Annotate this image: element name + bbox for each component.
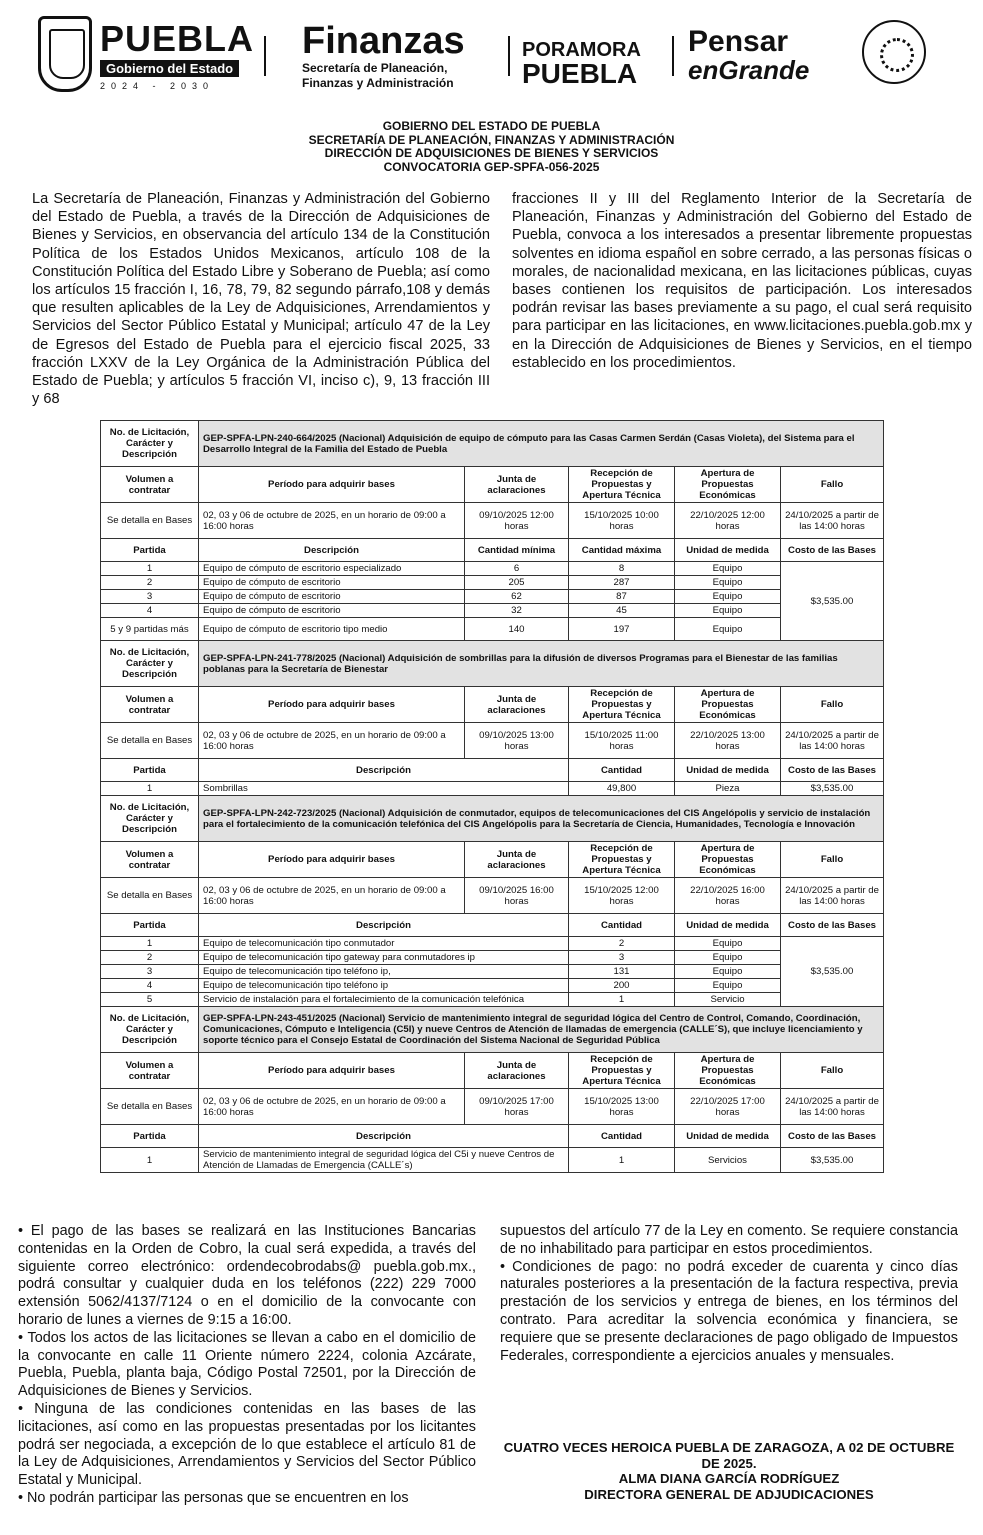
partida-description: Equipo de cómputo de escritorio: [199, 590, 465, 604]
puebla-coat-of-arms-icon: [38, 16, 92, 92]
condition-exclusions: • No podrán participar las personas que se encuentren en los: [18, 1489, 409, 1506]
recepcion-label: Recepción de Propuestas y Apertura Técnica: [569, 687, 675, 723]
fallo-label: Fallo: [781, 467, 884, 503]
document-header: [0, 120, 983, 174]
partida-quantity: 1: [569, 1148, 675, 1173]
partida-max: 287: [569, 576, 675, 590]
costo-label: Costo de las Bases: [781, 759, 884, 782]
header-line-2: SECRETARÍA DE PLANEACIÓN, FINANZAS Y ADMINISTRACIÓN: [308, 132, 675, 147]
apertura-value: 22/10/2025 16:00 horas: [675, 878, 781, 914]
conditions-left-column: [18, 1223, 476, 1508]
partida-number: 5 y 9 partidas más: [101, 618, 199, 641]
partida-description: Equipo de telecomunicación tipo gateway para conmutadores ip: [199, 951, 569, 965]
partida-description: Equipo de cómputo de escritorio: [199, 576, 465, 590]
header-line-1: GOBIERNO DEL ESTADO DE PUEBLA: [382, 119, 601, 133]
partida-description: Equipo de cómputo de escritorio: [199, 604, 465, 618]
cantidad-label: Cantidad: [569, 759, 675, 782]
costo-label: Costo de las Bases: [781, 539, 884, 562]
puebla-logo-name: PUEBLA: [100, 18, 255, 59]
header-line-3: DIRECCIÓN DE ADQUISICIONES DE BIENES Y SERVICIOS: [324, 146, 659, 160]
partida-unit: Equipo: [675, 618, 781, 641]
fallo-value: 24/10/2025 a partir de las 14:00 horas: [781, 878, 884, 914]
partida-number: 3: [101, 590, 199, 604]
partida-min: 6: [465, 562, 569, 576]
apertura-value: 22/10/2025 12:00 horas: [675, 503, 781, 539]
cantidad-minima-label: Cantidad mínima: [465, 539, 569, 562]
partida-description: Equipo de telecomunicación tipo conmutador: [199, 937, 569, 951]
partida-quantity: 131: [569, 965, 675, 979]
descripcion-label: Descripción: [199, 759, 569, 782]
partida-label: Partida: [101, 539, 199, 562]
periodo-label: Período para adquirir bases: [199, 687, 465, 723]
intro-left-column: La Secretaría de Planeación, Finanzas y Administración del Gobierno del Estado de Puebla, a través de la Dirección de Adquisiciones de Bienes y Servicios, en observancia del artículo 134 de la Constitución Política de los Estados Unidos Mexicanos, artículo 108 de la Constitución Política del Estado Libre y Soberano de Puebla; así como los artículos 15 fracción I, 16, 78, 79, 82 segundo párrafo,108 y demás que resulten aplicables de la Ley de Adquisiciones, Arrendamientos y Servicios del Sector Público Estatal y Municipal; artículo 47 de la Ley de Egresos del Estado de Puebla para el ejercicio fiscal 2025, 33 fracción LXXV de la Ley Orgánica de la Administración Pública del Estado de Puebla; y artículos 5 fracción VI, inciso c), 9, 13 fracción III y 68: [32, 191, 490, 408]
convocatoria-number: CONVOCATORIA GEP-SPFA-056-2025: [383, 159, 600, 174]
costo-value: $3,535.00: [781, 937, 884, 1007]
apertura-label: Apertura de Propuestas Económicas: [675, 842, 781, 878]
costo-value: $3,535.00: [781, 562, 884, 641]
junta-label: Junta de aclaraciones: [465, 687, 569, 723]
partida-number: 1: [101, 937, 199, 951]
periodo-value: 02, 03 y 06 de octubre de 2025, en un horario de 09:00 a 16:00 horas: [199, 723, 465, 759]
finanzas-logo: [302, 22, 465, 90]
condition-payment-bases: • El pago de las bases se realizará en las Instituciones Bancarias contenidas en la Orden de Cobro, la cual será expedida, a través del siguiente correo electrónico: ordendecobrodabs@ puebla.gob.mx., podrá consultar y cualquier duda en los teléfonos (222) 229 7000 extensión 5062/4137/7124 o en el domicilio de la convocante con horario de lunes a viernes de 9:15 a 16:00.: [18, 1223, 476, 1328]
periodo-value: 02, 03 y 06 de octubre de 2025, en un horario de 09:00 a 16:00 horas: [199, 878, 465, 914]
recepcion-value: 15/10/2025 13:00 horas: [569, 1089, 675, 1125]
partida-min: 62: [465, 590, 569, 604]
junta-value: 09/10/2025 17:00 horas: [465, 1089, 569, 1125]
no-licitacion-label: No. de Licitación, Carácter y Descripción: [101, 641, 199, 687]
licitacion-description: GEP-SPFA-LPN-242-723/2025 (Nacional) Adquisición de conmutador, equipos de telecomunicaciones del CIS Angelópolis y servicio de instalación para el fortalecimiento de la comunicación telefónica del CIS Angelópolis para la Secretaría de Ciencia, Humanidades, Tecnología e Innovación: [199, 796, 884, 842]
fallo-value: 24/10/2025 a partir de las 14:00 horas: [781, 503, 884, 539]
partida-unit: Equipo: [675, 979, 781, 993]
junta-value: 09/10/2025 13:00 horas: [465, 723, 569, 759]
volumen-label: Volumen a contratar: [101, 687, 199, 723]
volumen-label: Volumen a contratar: [101, 842, 199, 878]
cantidad-maxima-label: Cantidad máxima: [569, 539, 675, 562]
partida-description: Equipo de telecomunicación tipo teléfono ip: [199, 979, 569, 993]
unidad-label: Unidad de medida: [675, 914, 781, 937]
partida-label: Partida: [101, 1125, 199, 1148]
junta-value: 09/10/2025 16:00 horas: [465, 878, 569, 914]
unidad-label: Unidad de medida: [675, 759, 781, 782]
condition-no-negotiation: • Ninguna de las condiciones contenidas en las bases de las licitaciones, así como en las propuestas presentadas por los licitantes podrá ser negociada, a excepción de lo que establece el artículo 81 de la Ley de Adquisiciones, Arrendamientos y Servicios del Sector Público Estatal y Municipal.: [18, 1400, 476, 1489]
equality-seal-icon: [862, 20, 926, 84]
finanzas-logo-name: Finanzas: [302, 20, 465, 62]
recepcion-value: 15/10/2025 11:00 horas: [569, 723, 675, 759]
finanzas-logo-subtitle-1: Secretaría de Planeación,: [302, 61, 448, 75]
partida-description: Servicio de instalación para el fortalecimiento de la comunicación telefónica: [199, 993, 569, 1007]
periodo-label: Período para adquirir bases: [199, 842, 465, 878]
recepcion-value: 15/10/2025 12:00 horas: [569, 878, 675, 914]
partida-number: 1: [101, 1148, 199, 1173]
descripcion-label: Descripción: [199, 1125, 569, 1148]
partida-unit: Equipo: [675, 590, 781, 604]
apertura-label: Apertura de Propuestas Económicas: [675, 687, 781, 723]
condition-acts-location: • Todos los actos de las licitaciones se llevan a cabo en el domicilio de la convocante en calle 11 Oriente número 2224, colonia Azcárate, Puebla, Puebla, planta baja, Código Postal 72501, por la Dirección de Adquisiciones de Bienes y Servicios.: [18, 1329, 476, 1400]
partida-max: 87: [569, 590, 675, 604]
partida-quantity: 3: [569, 951, 675, 965]
apertura-value: 22/10/2025 13:00 horas: [675, 723, 781, 759]
partida-description: Sombrillas: [199, 782, 569, 796]
partida-number: 3: [101, 965, 199, 979]
partida-label: Partida: [101, 914, 199, 937]
logo-divider: [508, 36, 510, 76]
partida-max: 8: [569, 562, 675, 576]
partida-unit: Equipo: [675, 937, 781, 951]
volumen-value: Se detalla en Bases: [101, 1089, 199, 1125]
partida-unit: Pieza: [675, 782, 781, 796]
conditions-right-column: [500, 1223, 958, 1365]
licitacion-description: GEP-SPFA-LPN-243-451/2025 (Nacional) Servicio de mantenimiento integral de seguridad lógica del Centro de Control, Comando, Coordinación, Comunicaciones, Cómputo e Inteligencia (C5I) y nueve Centros de Atención de llamadas de emergencia (CALLE´S), que incluye licenciamiento y soporte técnico para el Consejo Estatal de Coordinación del Sistema Nacional de Seguridad Pública: [199, 1007, 884, 1053]
costo-label: Costo de las Bases: [781, 1125, 884, 1148]
descripcion-label: Descripción: [199, 914, 569, 937]
no-licitacion-label: No. de Licitación, Carácter y Descripción: [101, 1007, 199, 1053]
partida-unit: Equipo: [675, 604, 781, 618]
unidad-label: Unidad de medida: [675, 1125, 781, 1148]
signature-title: DIRECTORA GENERAL DE ADJUDICACIONES: [584, 1486, 874, 1502]
por-amor-logo-line1: PORAMORA: [522, 39, 641, 61]
signature-place-date: CUATRO VECES HEROICA PUEBLA DE ZARAGOZA, A 02 DE OCTUBRE DE 2025.: [503, 1440, 955, 1471]
fallo-label: Fallo: [781, 1053, 884, 1089]
apertura-value: 22/10/2025 17:00 horas: [675, 1089, 781, 1125]
no-licitacion-label: No. de Licitación, Carácter y Descripción: [101, 421, 199, 467]
partida-quantity: 49,800: [569, 782, 675, 796]
pensar-en-grande-logo: [688, 25, 810, 85]
costo-value: $3,535.00: [781, 1148, 884, 1173]
junta-value: 09/10/2025 12:00 horas: [465, 503, 569, 539]
periodo-value: 02, 03 y 06 de octubre de 2025, en un horario de 09:00 a 16:00 horas: [199, 1089, 465, 1125]
recepcion-value: 15/10/2025 10:00 horas: [569, 503, 675, 539]
puebla-logo: [100, 18, 255, 91]
costo-label: Costo de las Bases: [781, 914, 884, 937]
partida-number: 1: [101, 782, 199, 796]
volumen-value: Se detalla en Bases: [101, 503, 199, 539]
cantidad-label: Cantidad: [569, 1125, 675, 1148]
fallo-label: Fallo: [781, 687, 884, 723]
logo-divider: [264, 36, 266, 76]
volumen-label: Volumen a contratar: [101, 467, 199, 503]
partida-max: 45: [569, 604, 675, 618]
volumen-value: Se detalla en Bases: [101, 723, 199, 759]
partida-unit: Equipo: [675, 965, 781, 979]
licitacion-table: [100, 420, 884, 1173]
puebla-logo-subtitle: Gobierno del Estado: [100, 60, 239, 77]
partida-max: 197: [569, 618, 675, 641]
periodo-label: Período para adquirir bases: [199, 1053, 465, 1089]
partida-description: Equipo de telecomunicación tipo teléfono ip,: [199, 965, 569, 979]
fallo-label: Fallo: [781, 842, 884, 878]
recepcion-label: Recepción de Propuestas y Apertura Técnica: [569, 467, 675, 503]
condition-payment-terms: • Condiciones de pago: no podrá exceder de cuarenta y cinco días naturales posteriores a la presentación de la factura respectiva, previa prestación de los servicios y entrega de bienes, en los términos del contrato. Para acreditar la solvencia económica y financiera, se requiere que se presente declaraciones de pago obligado de Impuestos Federales, correspondiente a ejercicios anuales y mensuales.: [500, 1258, 958, 1364]
pensar-logo-line1: Pensar: [688, 25, 789, 58]
por-amor-logo-line2: PUEBLA: [522, 58, 638, 89]
partida-description: Equipo de cómputo de escritorio especializado: [199, 562, 465, 576]
cantidad-label: Cantidad: [569, 914, 675, 937]
no-licitacion-label: No. de Licitación, Carácter y Descripción: [101, 796, 199, 842]
partida-description: Servicio de mantenimiento integral de seguridad lógica del C5i y nueve Centros de Atención de Llamadas de Emergencia (CALLE´s): [199, 1148, 569, 1173]
licitacion-description: GEP-SPFA-LPN-241-778/2025 (Nacional) Adquisición de sombrillas para la difusión de diversos Programas para el Bienestar de las familias poblanas para la Secretaría de Bienestar: [199, 641, 884, 687]
partida-label: Partida: [101, 759, 199, 782]
partida-unit: Equipo: [675, 562, 781, 576]
partida-number: 2: [101, 951, 199, 965]
partida-number: 4: [101, 979, 199, 993]
volumen-label: Volumen a contratar: [101, 1053, 199, 1089]
partida-unit: Servicios: [675, 1148, 781, 1173]
partida-min: 32: [465, 604, 569, 618]
partida-quantity: 2: [569, 937, 675, 951]
partida-description: Equipo de cómputo de escritorio tipo medio: [199, 618, 465, 641]
signature-block: [500, 1440, 958, 1502]
puebla-logo-years: 2024 - 2030: [100, 81, 215, 91]
header-logos: [32, 10, 952, 98]
costo-value: $3,535.00: [781, 782, 884, 796]
logo-divider: [672, 36, 674, 76]
partida-quantity: 200: [569, 979, 675, 993]
partida-min: 205: [465, 576, 569, 590]
signature-name: ALMA DIANA GARCÍA RODRÍGUEZ: [618, 1471, 840, 1486]
licitaciones-tables: [100, 420, 883, 1173]
licitacion-description: GEP-SPFA-LPN-240-664/2025 (Nacional) Adquisición de equipo de cómputo para las Casas Carmen Serdán (Casas Violeta), del Sistema para el Desarrollo Integral de la Familia del Estado de Puebla: [199, 421, 884, 467]
apertura-label: Apertura de Propuestas Económicas: [675, 1053, 781, 1089]
condition-exclusions-cont: supuestos del artículo 77 de la Ley en comento. Se requiere constancia de no inhabilitado para participar en estos procedimientos.: [500, 1223, 958, 1257]
partida-number: 5: [101, 993, 199, 1007]
junta-label: Junta de aclaraciones: [465, 1053, 569, 1089]
junta-label: Junta de aclaraciones: [465, 467, 569, 503]
partida-unit: Servicio: [675, 993, 781, 1007]
junta-label: Junta de aclaraciones: [465, 842, 569, 878]
intro-right-column: fracciones II y III del Reglamento Interior de la Secretaría de Planeación, Finanzas y Administración del Gobierno del Estado de Puebla, convoca a los interesados a presentar libremente propuestas solventes en idioma español en sobre cerrado, a las personas físicas o morales, de nacionalidad mexicana, en las licitaciones públicas, cuyas bases contienen los requisitos de participación. Los interesados podrán revisar las bases previamente a su pago, el cual será requisito para participar en las licitaciones, en www.licitaciones.puebla.gob.mx y en la Dirección de Adquisiciones de Bienes y Servicios, en el tiempo establecido en los procedimientos.: [512, 191, 972, 371]
partida-number: 2: [101, 576, 199, 590]
fallo-value: 24/10/2025 a partir de las 14:00 horas: [781, 1089, 884, 1125]
partida-quantity: 1: [569, 993, 675, 1007]
descripcion-label: Descripción: [199, 539, 465, 562]
partida-number: 1: [101, 562, 199, 576]
apertura-label: Apertura de Propuestas Económicas: [675, 467, 781, 503]
finanzas-logo-subtitle-2: Finanzas y Administración: [302, 76, 454, 90]
recepcion-label: Recepción de Propuestas y Apertura Técnica: [569, 1053, 675, 1089]
por-amor-a-puebla-logo: [522, 38, 641, 89]
pensar-logo-line2: enGrande: [688, 55, 810, 85]
fallo-value: 24/10/2025 a partir de las 14:00 horas: [781, 723, 884, 759]
partida-min: 140: [465, 618, 569, 641]
periodo-label: Período para adquirir bases: [199, 467, 465, 503]
unidad-label: Unidad de medida: [675, 539, 781, 562]
periodo-value: 02, 03 y 06 de octubre de 2025, en un horario de 09:00 a 16:00 horas: [199, 503, 465, 539]
partida-unit: Equipo: [675, 576, 781, 590]
recepcion-label: Recepción de Propuestas y Apertura Técnica: [569, 842, 675, 878]
partida-unit: Equipo: [675, 951, 781, 965]
volumen-value: Se detalla en Bases: [101, 878, 199, 914]
partida-number: 4: [101, 604, 199, 618]
